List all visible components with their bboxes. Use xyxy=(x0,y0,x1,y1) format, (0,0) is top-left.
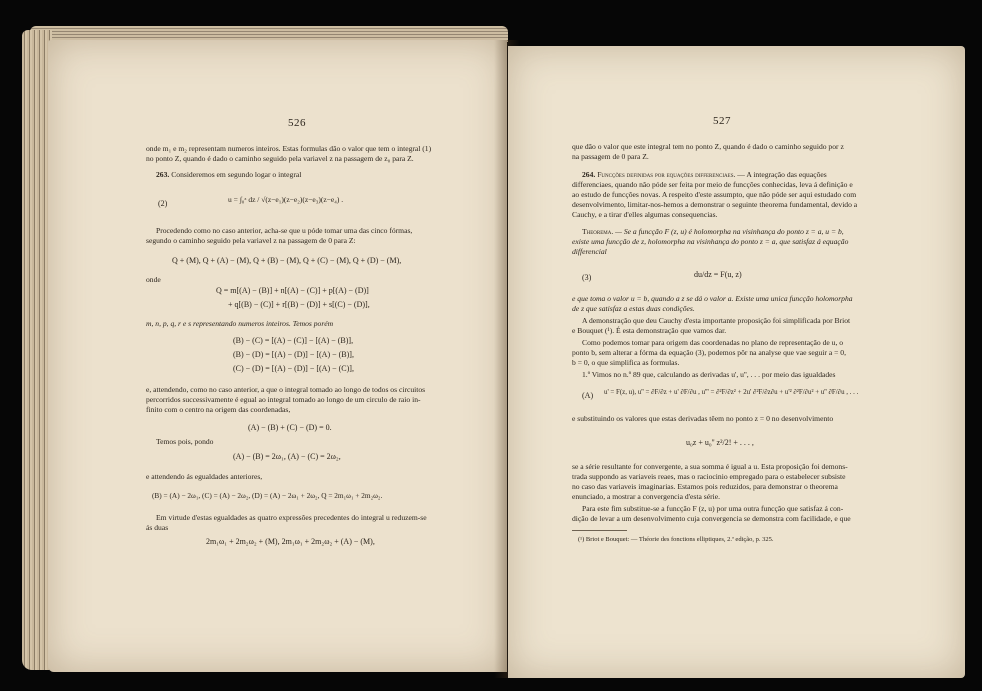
theorem xyxy=(582,227,844,236)
page-number-right: 527 xyxy=(713,115,731,127)
text-line: e, attendendo, como no caso anterior, a que o integral tomado ao longo de todos os circuitos xyxy=(146,385,426,394)
equation-rel-2: (B) − (D) = [(A) − (D)] − [(A) − (B)], xyxy=(233,350,354,359)
text-line: Como podemos tomar para origem das coordenadas no plano de representação de u, o xyxy=(582,338,844,347)
text-line: dição de levar a um desenvolvimento cuja convergencia se demonstra com facilidade, e que xyxy=(572,514,851,523)
text-line: trada suppondo as variaveis reaes, mas o raciocinio empregado para o estabelecer subsiste xyxy=(572,472,846,481)
text-line: onde m₁ e m₂ representam numeros inteiros. Estas formulas dão o valor que tem o integral (1) xyxy=(146,144,432,153)
section-title: Funcções definidas por equações differenciaes. xyxy=(597,170,736,179)
section-264 xyxy=(582,170,827,179)
equation-rel-1: (B) − (C) = [(A) − (C)] − [(A) − (B)], xyxy=(233,336,354,345)
section-number: 263. xyxy=(156,170,170,179)
equation-2: u = ∫₀ᶻ dz / √(z−e₁)(z−e₂)(z−e₃)(z−e₄) . xyxy=(228,195,344,204)
text-line: b = 0, o que simplifica as formulas. xyxy=(572,358,680,367)
equation-sum: (A) − (B) + (C) − (D) = 0. xyxy=(248,423,332,432)
text-line: ponto b, sem alterar a fórma da equação (3), podemos pôr na analyse que vae seguir a = 0, xyxy=(572,348,846,357)
equation-series: u₀z + u₀'' z²/2! + . . . , xyxy=(686,438,754,447)
equation-label: (A) xyxy=(582,391,594,400)
section-number: 264. xyxy=(582,170,596,179)
equation-3: du/dz = F(u, z) xyxy=(694,270,742,279)
text-line: e Bouquet (¹). É esta demonstração que vamos dar. xyxy=(572,326,727,335)
theorem-text: — Se a funcção F (z, u) é holomorpha na visinhança do ponto z = a, u = b, xyxy=(613,227,844,236)
theorem-label: Theorema. xyxy=(582,227,614,236)
text-line: na passagem de 0 para Z. xyxy=(572,152,649,161)
text-line: no ponto Z, quando é dado o caminho seguido pela variavel z na passagem de z₀ para Z. xyxy=(146,154,414,163)
text-line: no caso das variaveis imaginarias. Estamos pois reduzidos, para demonstrar o theorema xyxy=(572,482,838,491)
text-line: que dão o valor que este integral tem no ponto Z, quando é dado o caminho seguido por z xyxy=(572,142,844,151)
text-line: Em virtude d'estas egualdades as quatro expressões precedentes do integral u reduzem-se xyxy=(156,513,427,522)
text-line: ás duas xyxy=(146,523,169,532)
equation-A: u' = F(z, u), u'' = ∂F/∂z + u' ∂F/∂u , u''' = ∂²F/∂z² + 2u' ∂²F/∂z∂u + u'² ∂²F/∂u² + u'' ∂F/∂u , . . . xyxy=(604,389,859,396)
text-line: Para este fim substitue-se a funcção F (z, u) por uma outra funcção que satisfaz á con- xyxy=(582,504,844,513)
footnote: (¹) Briot e Bouquet: — Théorie des fonctions elliptiques, 2.ª edição, p. 325. xyxy=(578,536,774,543)
text-line: onde xyxy=(146,275,161,284)
equation-omega: (A) − (B) = 2ω₁, (A) − (C) = 2ω₂, xyxy=(233,452,341,461)
text-line: e que toma o valor u = b, quando a z se dá o valor a. Existe uma unica funcção holomorpha xyxy=(572,294,853,303)
text-line: e substituindo os valores que estas derivadas têem no ponto z = 0 no desenvolvimento xyxy=(572,414,834,423)
text-line: e attendendo ás egualdades anteriores, xyxy=(146,472,263,481)
equation-Q-1: Q = m[(A) − (B)] + n[(A) − (C)] + p[(A) − (D)] xyxy=(216,286,369,295)
text-line: ao estudo de funcções novas. A respeito d'este assumpto, que não póde ser aqui estudado com xyxy=(572,190,857,199)
text-line: de z que satisfaz a estas duas condições. xyxy=(572,304,695,313)
section-263 xyxy=(156,170,301,179)
text-line: Cauchy, e a tirar d'elles algumas consequencias. xyxy=(572,210,718,219)
text-line: A demonstração que deu Cauchy d'esta importante proposição foi simplificada por Briot xyxy=(582,316,851,325)
text-line: differenciaes, quando não póde ser feita por meio de funcções conhecidas, leva á definição e xyxy=(572,180,853,189)
text-line: finito com o centro na origem das coordenadas, xyxy=(146,405,291,414)
equation-label: (2) xyxy=(158,199,168,208)
text-line: percorridos successivamente é egual ao integral tomado ao longo de um circulo de raio in- xyxy=(146,395,421,404)
section-text: — A integração das equações xyxy=(735,170,827,179)
equation-long: (B) = (A) − 2ω₁, (C) = (A) − 2ω₂, (D) = (A) − 2ω₁ + 2ω₂, Q = 2m₁ω₁ + 2m₂ω₂. xyxy=(152,491,383,500)
text-line: Temos pois, pondo xyxy=(156,437,214,446)
equation-rel-3: (C) − (D) = [(A) − (D)] − [(A) − (C)], xyxy=(233,364,354,373)
equation-forms: Q + (M), Q + (A) − (M), Q + (B) − (M), Q + (C) − (M), Q + (D) − (M), xyxy=(172,256,402,265)
footnote-rule xyxy=(572,530,627,531)
text-line: 1.º Vimos no n.º 89 que, calculando as derivadas u', u'', . . . por meio das igualdades xyxy=(582,370,836,379)
right-page xyxy=(508,46,965,678)
left-page xyxy=(48,40,507,672)
text-line: se a série resultante for convergente, a sua somma é igual a u. Esta proposição foi demons- xyxy=(572,462,848,471)
equation-label: (3) xyxy=(582,273,592,282)
equation-final: 2m₁ω₁ + 2m₂ω₂ + (M), 2m₁ω₁ + 2m₂ω₂ + (A) − (M), xyxy=(206,537,375,546)
text-line: desenvolvimento, limitar-nos-hemos a demonstrar o seguinte theorema fundamental, devido a xyxy=(572,200,858,209)
section-text: Consideremos em segundo logar o integral xyxy=(171,170,302,179)
page-number-left: 526 xyxy=(288,117,306,129)
text-line: differencial xyxy=(572,247,607,256)
text-line: segundo o caminho seguido pela variavel z na passagem de 0 para Z: xyxy=(146,236,356,245)
text-line: Procedendo como no caso anterior, acha-se que u póde tomar uma das cinco fórmas, xyxy=(156,226,413,235)
text-line: existe uma funcção de z, holomorpha na visinhança do ponto z = a, que satisfaz á equação xyxy=(572,237,849,246)
text-line: enunciado, a mostrar a convergencia d'esta série. xyxy=(572,492,720,501)
text-line: m, n, p, q, r e s representando numeros inteiros. Temos porém xyxy=(146,319,334,328)
equation-Q-2: + q[(B) − (C)] + r[(B) − (D)] + s[(C) − (D)], xyxy=(228,300,370,309)
